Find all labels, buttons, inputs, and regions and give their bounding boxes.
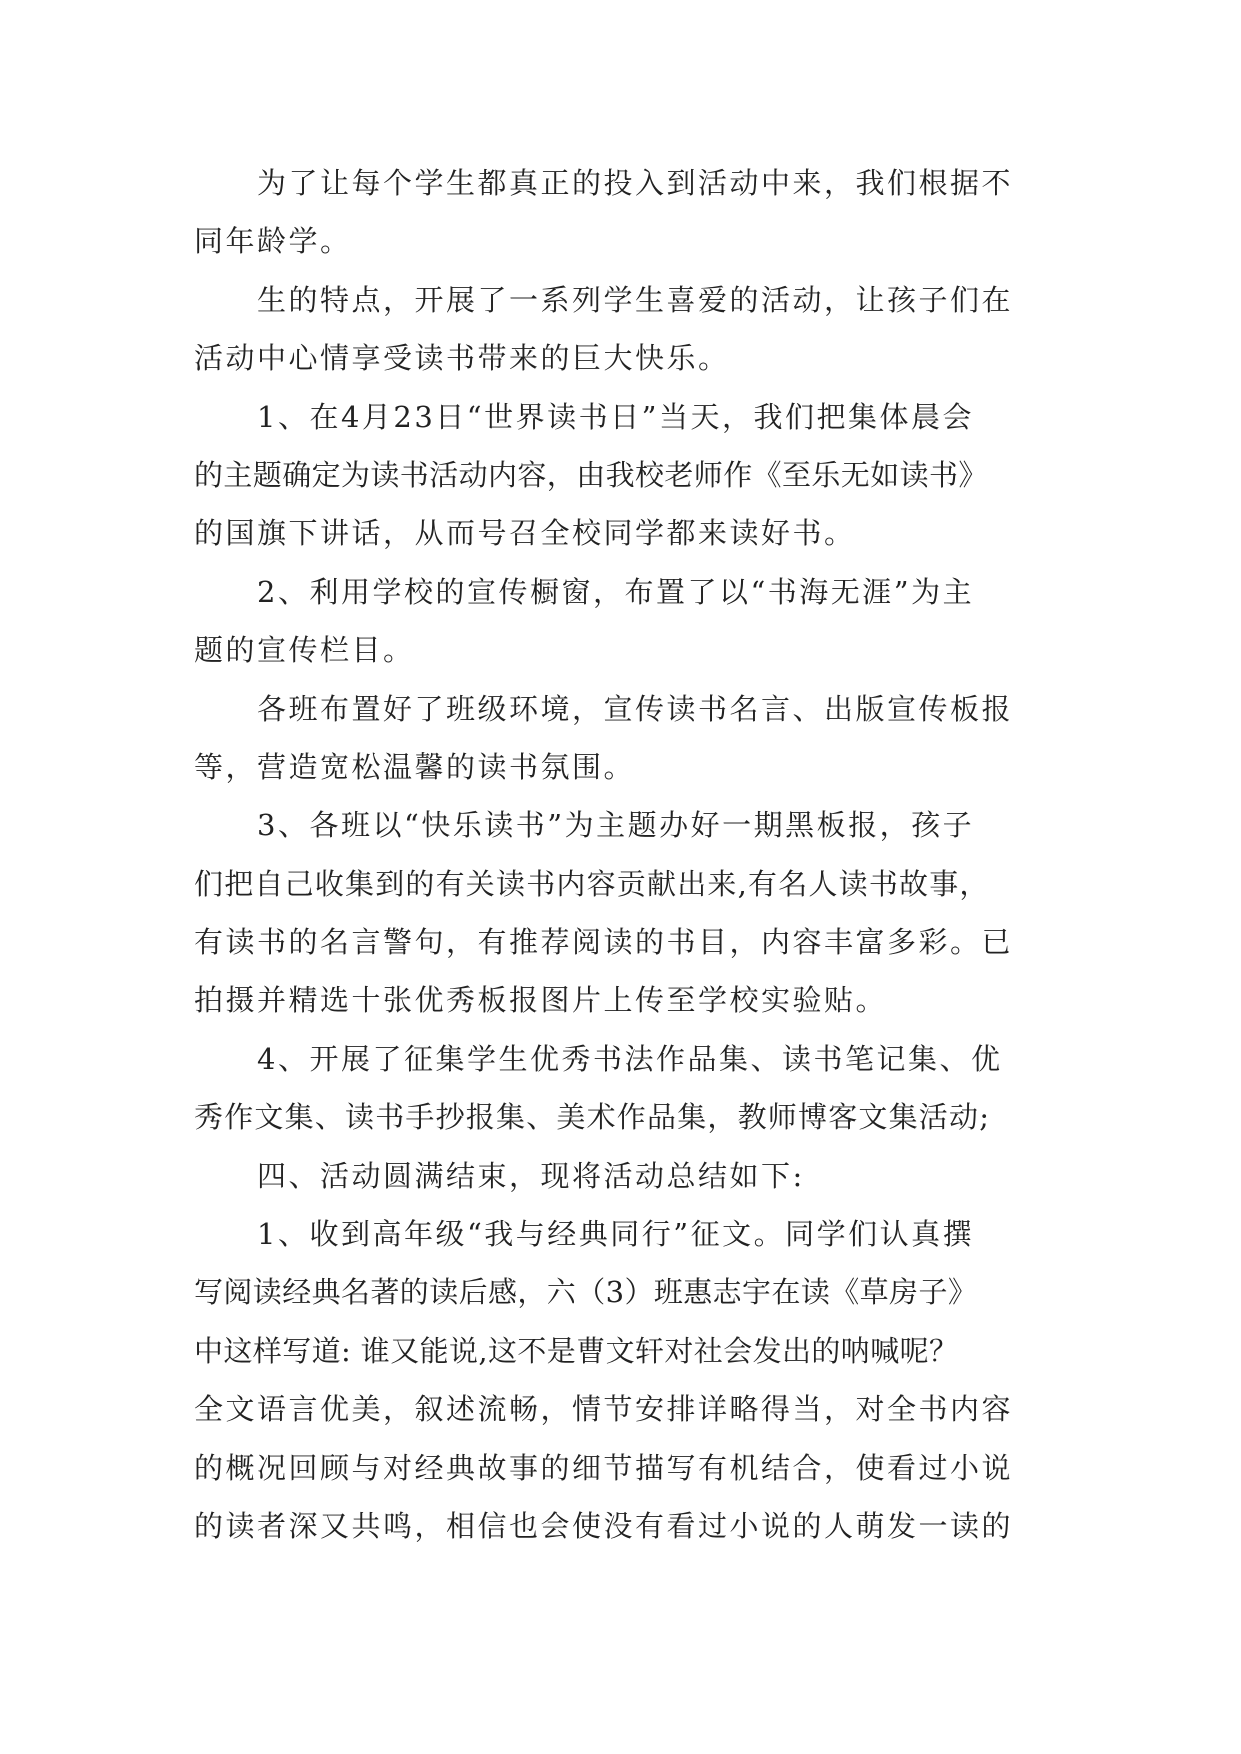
paragraph-line: 的概况回顾与对经典故事的细节描写有机结合，使看过小说 xyxy=(194,1450,1014,1485)
document-body xyxy=(194,154,1056,1555)
paragraph-line: 生的特点，开展了一系列学生喜爱的活动，让孩子们在 xyxy=(257,282,1014,317)
paragraph-line: 为了让每个学生都真正的投入到活动中来，我们根据不 xyxy=(257,166,1014,200)
paragraph-line: 各班布置好了班级环境，宣传读书名言、出版宣传板报 xyxy=(257,691,1014,726)
paragraph-line: 的国旗下讲话，从而号召全校同学都来读好书。 xyxy=(194,516,856,551)
paragraph-line: 4、开展了征集学生优秀书法作品集、读书笔记集、优 xyxy=(257,1041,1003,1076)
paragraph-line: 3、各班以“快乐读书”为主题办好一期黑板报，孩子 xyxy=(257,808,975,843)
paragraph-line: 秀作文集、读书手抄报集、美术作品集，教师博客文集活动; xyxy=(194,1100,991,1135)
paragraph-line: 同年龄学。 xyxy=(194,224,352,259)
paragraph-line: 全文语言优美，叙述流畅，情节安排详略得当，对全书内容 xyxy=(194,1392,1014,1427)
paragraph-line: 1、收到高年级“我与经典同行”征文。同学们认真撰 xyxy=(257,1217,975,1252)
paragraph-line: 的读者深又共鸣，相信也会使没有看过小说的人萌发一读的 xyxy=(194,1508,1014,1543)
paragraph-line: 活动中心情享受读书带来的巨大快乐。 xyxy=(194,341,730,376)
paragraph-line: 等，营造宽松温馨的读书氛围。 xyxy=(194,749,636,784)
paragraph-line: 有读书的名言警句，有推荐阅读的书目，内容丰富多彩。已 xyxy=(194,925,1014,960)
paragraph-line: 写阅读经典名著的读后感，六（3）班惠志宇在读《草房子》 xyxy=(194,1275,978,1310)
paragraph-line: 们把自己收集到的有关读书内容贡献出来,有名人读书故事， xyxy=(194,866,990,901)
paragraph-line: 1、在4月23日“世界读书日”当天，我们把集体晨会 xyxy=(257,399,974,434)
paragraph-line: 中这样写道: 谁又能说,这不是曹文轩对社会发出的呐喊呢？ xyxy=(194,1333,959,1368)
paragraph-line: 四、活动圆满结束，现将活动总结如下: xyxy=(257,1158,805,1193)
paragraph-line: 的主题确定为读书活动内容，由我校老师作《至乐无如读书》 xyxy=(194,457,988,492)
paragraph-line: 2、利用学校的宣传橱窗，布置了以“书海无涯”为主 xyxy=(257,574,975,609)
paragraph-line: 题的宣传栏目。 xyxy=(194,633,415,668)
paragraph-line: 拍摄并精选十张优秀板报图片上传至学校实验贴。 xyxy=(194,983,888,1018)
